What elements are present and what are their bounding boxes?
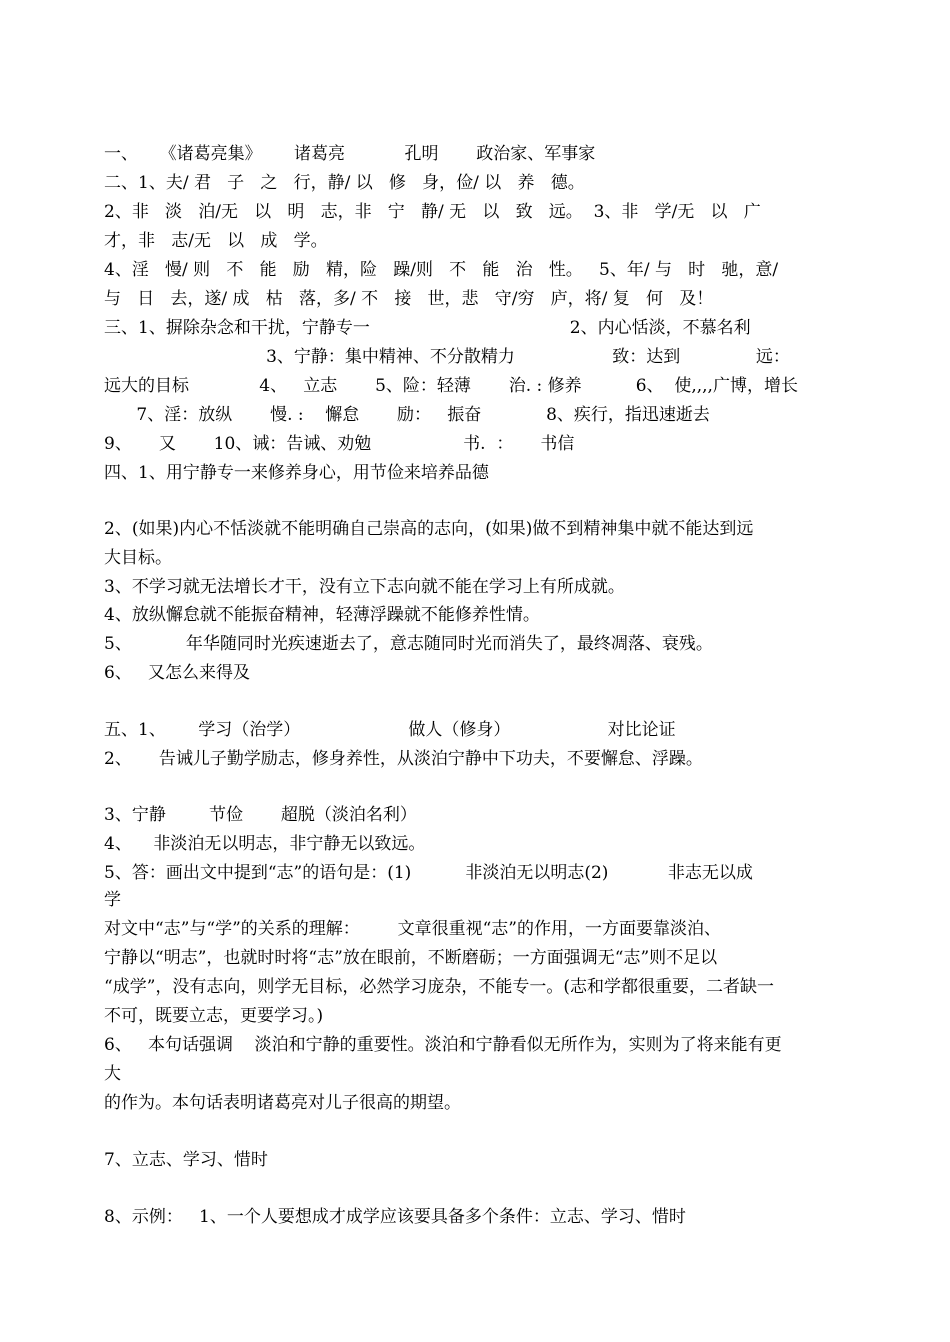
text-line: 3、宁静：集中精神、不分散精力 致：达到 远： (104, 347, 790, 367)
text-line: 对文中“志”与“学”的关系的理解： 文章很重视“志”的作用，一方面要靠淡泊、 (104, 919, 721, 939)
text-line: 才，非 志/无 以 成 学。 (104, 231, 328, 251)
text-line: 9、 又 10、诫：告诫、劝勉 书. ： 书信 (104, 434, 575, 454)
text-line: 6、 又怎么来得及 (104, 663, 251, 683)
text-line: 4、淫 慢/ 则 不 能 励 精，险 躁/则 不 能 治 性。 5、年/ 与 时 驰，意/ (104, 260, 779, 280)
text-line: 3、不学习就无法增长才干，没有立下志向就不能在学习上有所成就。 (104, 577, 625, 597)
text-line: 2、非 淡 泊/无 以 明 志，非 宁 静/ 无 以 致 远。 3、非 学/无 以 广 (104, 202, 761, 222)
text-line: “成学”，没有志向，则学无目标，必然学习庞杂，不能专一。(志和学都很重要，二者缺一 (104, 977, 775, 997)
text-line: 大 (104, 1064, 121, 1084)
text-line: 三、1、摒除杂念和干扰，宁静专一 2、内心恬淡，不慕名利 (104, 318, 751, 338)
text-line: 的作为。本句话表明诸葛亮对儿子很高的期望。 (104, 1093, 461, 1113)
text-line: 2、 告诫儿子勤学励志，修身养性，从淡泊宁静中下功夫，不要懈怠、浮躁。 (104, 749, 703, 769)
text-line: 3、宁静 节俭 超脱（淡泊名利） (104, 805, 417, 825)
text-line: 一、 《诸葛亮集》 诸葛亮 孔明 政治家、军事家 (104, 144, 596, 164)
text-line: 学 (104, 890, 121, 910)
text-line: 7、淫：放纵 慢. : 懈怠 励： 振奋 8、疾行，指迅速逝去 (104, 405, 710, 425)
text-line: 宁静以“明志”，也就时时将“志”放在眼前，不断磨砺；一方面强调无“志”则不足以 (104, 948, 718, 968)
text-line: 5、 年华随同时光疾速逝去了，意志随同时光而消失了，最终凋落、衰残。 (104, 634, 713, 654)
text-line: 不可，既要立志，更要学习。) (104, 1006, 324, 1026)
text-line: 8、示例： 1、一个人要想成才成学应该要具备多个条件：立志、学习、惜时 (104, 1207, 686, 1227)
text-line: 五、1、 学习（治学） 做人（修身） 对比论证 (104, 720, 676, 740)
text-line: 7、立志、学习、惜时 (104, 1150, 268, 1170)
text-line: 2、(如果)内心不恬淡就不能明确自己崇高的志向，(如果)做不到精神集中就不能达到远 (104, 519, 754, 539)
text-line: 四、1、用宁静专一来修养身心，用节俭来培养品德 (104, 463, 489, 483)
text-line: 大目标。 (104, 548, 172, 568)
text-line: 4、放纵懈怠就不能振奋精神，轻薄浮躁就不能修养性情。 (104, 605, 540, 625)
text-line: 5、答：画出文中提到“志”的语句是：(1) 非淡泊无以明志(2) 非志无以成 (104, 863, 753, 883)
text-line: 远大的目标 4、 立志 5、险：轻薄 治. : 修养 6、 使,,,,广博，增长 (104, 376, 798, 396)
text-line: 6、 本句话强调 淡泊和宁静的重要性。淡泊和宁静看似无所作为，实则为了将来能有更 (104, 1035, 782, 1055)
text-line: 与 日 去，遂/ 成 枯 落，多/ 不 接 世，悲 守/穷 庐，将/ 复 何 及！ (104, 289, 714, 309)
text-line: 二、1、夫/ 君 子 之 行，静/ 以 修 身，俭/ 以 养 德。 (104, 173, 585, 193)
text-line: 4、 非淡泊无以明志，非宁静无以致远。 (104, 834, 426, 854)
